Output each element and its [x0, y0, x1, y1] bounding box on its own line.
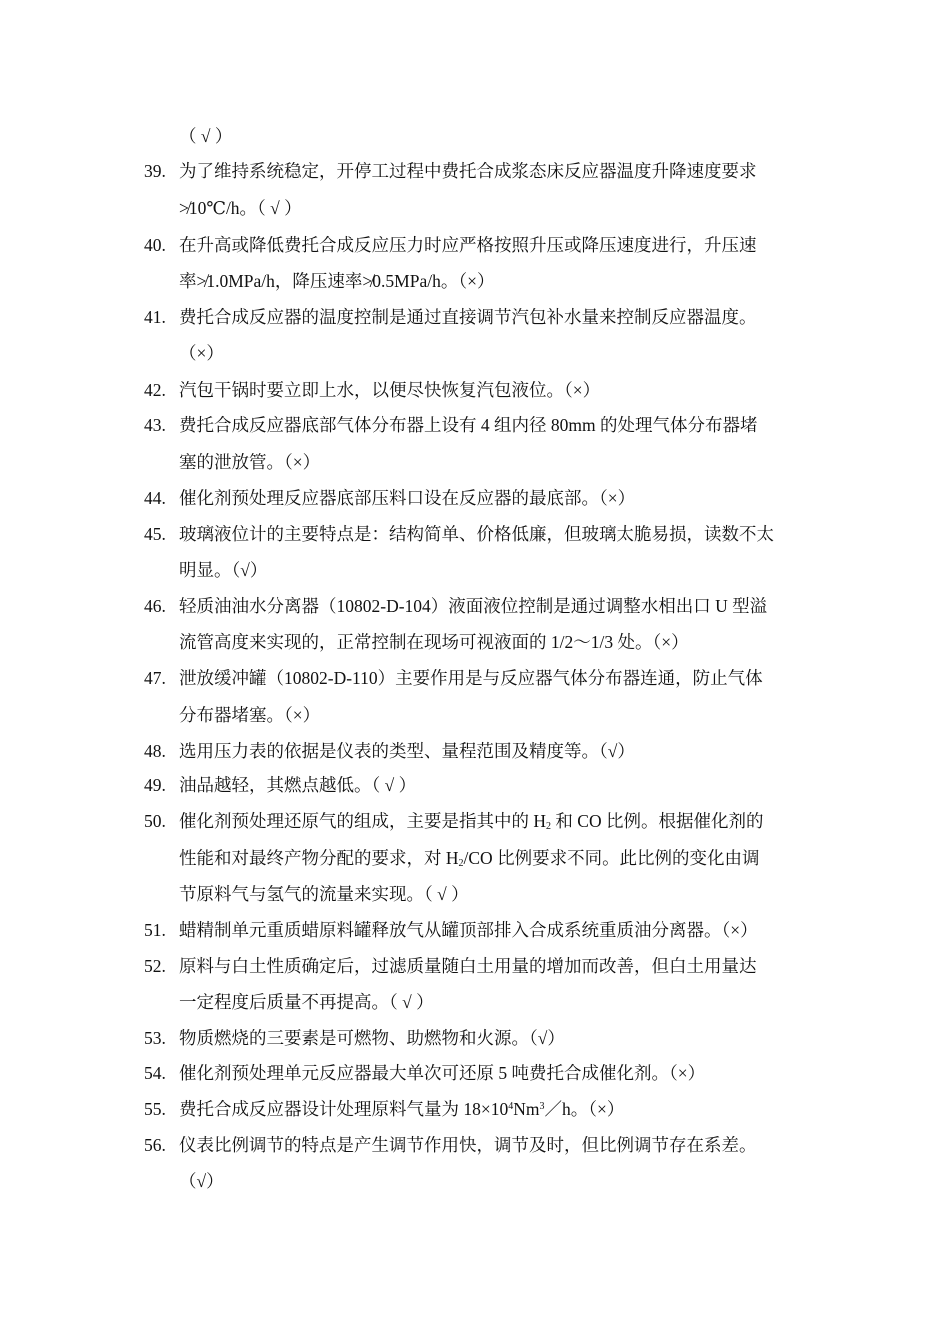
item-number: 42. — [144, 380, 166, 400]
item-text: 分布器堵塞。（×） — [179, 705, 321, 725]
item-text: 为了维持系统稳定，开停工过程中费托合成浆态床反应器温度升降速度要求 — [179, 161, 757, 181]
superscript: 4 — [508, 1101, 514, 1112]
subscript: 2 — [546, 821, 552, 832]
item-text: 率≯1.0MPa/h，降压速率≯0.5MPa/h。（×） — [179, 271, 495, 291]
item-number: 56. — [144, 1135, 166, 1155]
item-text: （×） — [179, 343, 224, 363]
item-text: 塞的泄放管。（×） — [179, 452, 321, 472]
item-number: 54. — [144, 1063, 166, 1083]
item-number: 44. — [144, 488, 166, 508]
item-number: 39. — [144, 161, 166, 181]
item-number: 50. — [144, 811, 166, 831]
item-text: 选用压力表的依据是仪表的类型、量程范围及精度等。（√） — [179, 741, 635, 761]
item-text: 费托合成反应器的温度控制是通过直接调节汽包补水量来控制反应器温度。 — [179, 307, 757, 327]
item-text: 催化剂预处理反应器底部压料口设在反应器的最底部。（×） — [179, 488, 636, 508]
item-text: 在升高或降低费托合成反应压力时应严格按照升压或降压速度进行，升压速 — [179, 235, 757, 255]
item-text: 节原料气与氢气的流量来实现。（ √ ） — [179, 884, 469, 904]
item-number: 47. — [144, 668, 166, 688]
item-number: 46. — [144, 596, 166, 616]
subscript: 2 — [458, 858, 464, 869]
item-text: ≯10℃/h。（ √ ） — [179, 198, 302, 218]
item-text: 流管高度来实现的，正常控制在现场可视液面的 1/2～1/3 处。（×） — [179, 632, 689, 652]
item-number: 45. — [144, 524, 166, 544]
item-text: 物质燃烧的三要素是可燃物、助燃物和火源。（√） — [179, 1028, 565, 1048]
item-number: 49. — [144, 775, 166, 795]
item-text: 玻璃液位计的主要特点是：结构简单、价格低廉，但玻璃太脆易损，读数不太 — [179, 524, 774, 544]
text-segment: Nm — [513, 1099, 540, 1119]
item-text: 油品越轻，其燃点越低。（ √ ） — [179, 775, 417, 795]
item-text: 汽包干锅时要立即上水，以便尽快恢复汽包液位。（×） — [179, 380, 601, 400]
item-number: 51. — [144, 920, 166, 940]
item-number: 43. — [144, 415, 166, 435]
item-number: 40. — [144, 235, 166, 255]
text-segment: 和 CO 比例。根据催化剂的 — [551, 811, 764, 831]
item-number: 53. — [144, 1028, 166, 1048]
item-text: 轻质油油水分离器（10802-D-104）液面液位控制是通过调整水相出口 U 型溢 — [179, 596, 768, 616]
text-segment: ／h。（×） — [544, 1099, 625, 1119]
item-text: 原料与白土性质确定后，过滤质量随白土用量的增加而改善，但白土用量达 — [179, 956, 757, 976]
answer-mark: （ √ ） — [179, 126, 233, 146]
text-segment: 费托合成反应器设计处理原料气量为 18×10 — [179, 1099, 509, 1119]
item-text — [179, 810, 763, 832]
text-segment: /CO 比例要求不同。此比例的变化由调 — [463, 848, 760, 868]
item-text: 蜡精制单元重质蜡原料罐释放气从罐顶部排入合成系统重质油分离器。（×） — [179, 920, 758, 940]
item-text: 明显。（√） — [179, 560, 268, 580]
item-text — [179, 847, 760, 869]
item-number: 41. — [144, 307, 166, 327]
superscript: 3 — [539, 1101, 545, 1112]
item-text: 费托合成反应器底部气体分布器上设有 4 组内径 80mm 的处理气体分布器堵 — [179, 415, 758, 435]
item-text: （√） — [179, 1171, 224, 1191]
item-number: 48. — [144, 741, 166, 761]
item-text — [179, 1098, 624, 1120]
item-number: 55. — [144, 1099, 166, 1119]
item-number: 52. — [144, 956, 166, 976]
item-text: 仪表比例调节的特点是产生调节作用快，调节及时，但比例调节存在系差。 — [179, 1135, 757, 1155]
text-segment: 催化剂预处理还原气的组成，主要是指其中的 H — [179, 811, 547, 831]
text-segment: 性能和对最终产物分配的要求，对 H — [179, 848, 459, 868]
item-text: 催化剂预处理单元反应器最大单次可还原 5 吨费托合成催化剂。（×） — [179, 1063, 706, 1083]
item-text: 泄放缓冲罐（10802-D-110）主要作用是与反应器气体分布器连通，防止气体 — [179, 668, 763, 688]
item-text: 一定程度后质量不再提高。（ √ ） — [179, 992, 434, 1012]
